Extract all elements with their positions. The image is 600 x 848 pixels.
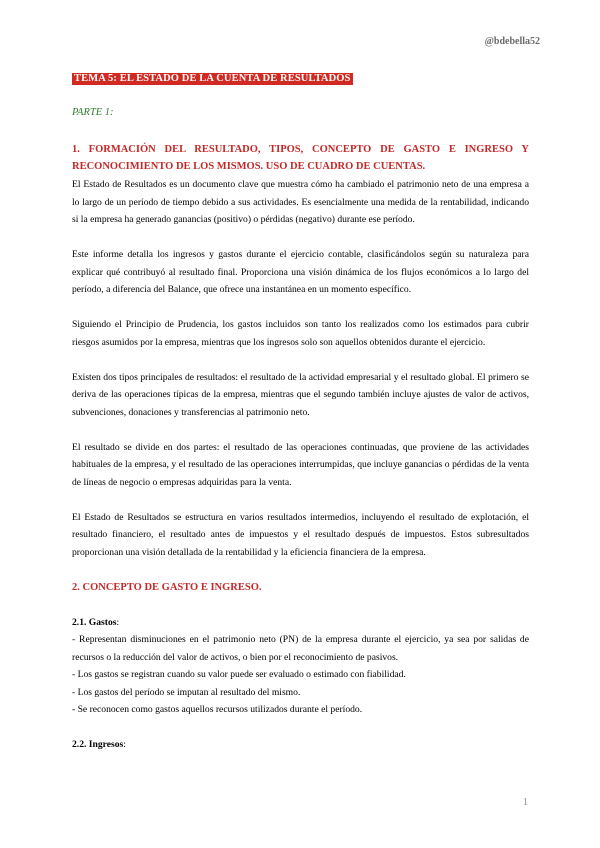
paragraph-estructura: El Estado de Resultados se estructura en varios resultados intermedios, incluyendo el resultado de explotación, el resultado financiero, el resultado antes de impuestos y el resultado después de impuestos. Estos subresultados proporcionan una visión detallada de la rentabilidad y la eficiencia financiera de la empresa. xyxy=(72,511,529,558)
ingresos-colon: : xyxy=(123,739,126,750)
author-watermark: @bdebella52 xyxy=(484,36,540,47)
paragraph-ingresos-gastos: Este informe detalla los ingresos y gastos durante el ejercicio contable, clasificándolos según su naturaleza para explicar qué contribuyó al resultado final. Proporciona una visión dinámica de los flujos económicos a lo largo del período, a diferencia del Balance, que ofrece una instantánea en un momento específico. xyxy=(72,249,529,295)
ingresos-label: 2.2. Ingresos xyxy=(72,739,124,750)
paragraph-division-resultado: El resultado se divide en dos partes: el resultado de las operaciones continuadas, que proviene de las actividades habituales de la empresa, y el resultado de las operaciones interrumpidas, que incluye ganancias o pérdidas de la venta de líneas de negocio o empresas adquiridas para la venta. xyxy=(72,441,529,488)
section-2-heading: 2. CONCEPTO DE GASTO E INGRESO. xyxy=(72,581,262,593)
document-title: TEMA 5: EL ESTADO DE LA CUENTA DE RESULTADOS xyxy=(74,73,351,84)
gastos-label: 2.1. Gastos xyxy=(72,616,117,628)
gastos-colon: : xyxy=(116,616,120,628)
gastos-bullet-2: - Los gastos se registran cuando su valor puede ser evaluado o estimado con fiabilidad. xyxy=(72,669,406,680)
subsection-gastos-heading xyxy=(72,614,529,632)
body-content xyxy=(72,176,529,754)
paragraph-prudencia: Siguiendo el Principio de Prudencia, los gastos incluidos son tanto los realizados como los estimados para cubrir riesgos asumidos por la empresa, mientras que los ingresos solo son aquellos obtenidos durante el ejercicio. xyxy=(72,319,529,348)
paragraph-tipos-resultados: Existen dos tipos principales de resultados: el resultado de la actividad empresarial y el resultado global. El primero se deriva de las operaciones típicas de la empresa, mientras que el segundo también incluye ajustes de valor de activos, subvenciones, donaciones y transferencias al patrimonio neto. xyxy=(72,371,529,418)
gastos-bullet-1: - Representan disminuciones en el patrimonio neto (PN) de la empresa durante el ejercicio, ya sea por salidas de recursos o la reducción del valor de activos, o bien por el reconocimiento de pasivos. xyxy=(72,634,529,663)
section-1-heading: 1. FORMACIÓN DEL RESULTADO, TIPOS, CONCEPTO DE GASTO E INGRESO Y RECONOCIMIENTO DE LOS MISMOS. USO DE CUADRO DE CUENTAS. xyxy=(72,144,529,172)
page-number: 1 xyxy=(523,797,528,808)
subsection-ingresos-heading xyxy=(72,736,529,754)
paragraph-estado-resultados: El Estado de Resultados es un documento clave que muestra cómo ha cambiado el patrimonio neto de una empresa a lo largo de un período de tiempo debido a sus actividades. Es esencialmente una medida de la rentabilidad, indicando si la empresa ha generado ganancias (positivo) o pérdidas (negativo) durante ese período. xyxy=(72,179,529,225)
gastos-bullet-3: - Los gastos del período se imputan al resultado del mismo. xyxy=(72,686,301,698)
gastos-bullet-4: - Se reconocen como gastos aquellos recursos utilizados durante el período. xyxy=(72,704,363,715)
part-label: PARTE 1: xyxy=(72,107,114,118)
